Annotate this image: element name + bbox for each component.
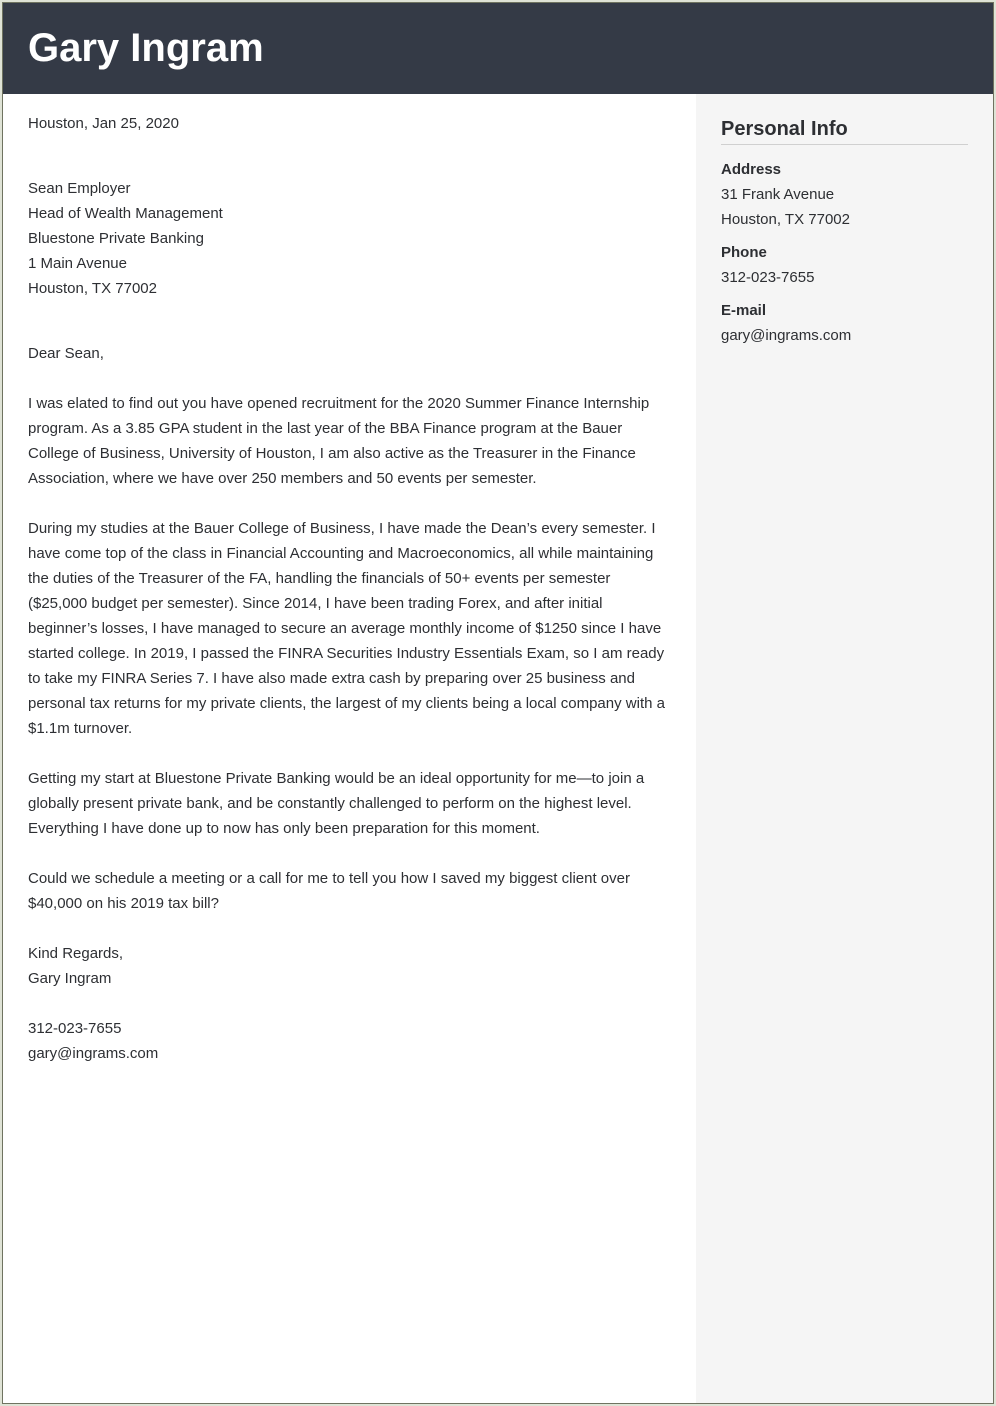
email-label: E-mail <box>721 302 767 319</box>
recipient-company: Bluestone Private Banking <box>28 230 204 247</box>
recipient-city: Houston, TX 77002 <box>28 280 157 297</box>
address-line-2: Houston, TX 77002 <box>721 211 850 228</box>
paragraph-motivation: Getting my start at Bluestone Private Banking would be an ideal opportunity for me—to join a globally present private bank, and be constantly challenged to perform on the highest level. Everything I have done up to now has only been preparation for this moment. <box>28 770 645 837</box>
recipient-block <box>28 176 673 301</box>
paragraph-call-to-action: Could we schedule a meeting or a call for me to tell you how I saved my biggest client over $40,000 on his 2019 tax bill? <box>28 870 630 912</box>
address-line-1: 31 Frank Avenue <box>721 186 835 203</box>
closing-phrase: Kind Regards, <box>28 945 124 962</box>
personal-info-section <box>721 114 968 348</box>
recipient-name: Sean Employer <box>28 180 131 197</box>
footer-contact <box>28 1016 673 1066</box>
header-bar <box>3 3 993 94</box>
address-label: Address <box>721 161 782 178</box>
personal-info-title: Personal Info <box>721 114 968 145</box>
sidebar <box>696 94 993 1403</box>
paragraph-intro: I was elated to find out you have opened recruitment for the 2020 Summer Finance Internship program. As a 3.85 GPA student in the last year of the BBA Finance program at the Bauer College of Business, University of Houston, I am also active as the Treasurer in the Finance Association, where we have over 250 members and 50 events per semester. <box>28 395 650 487</box>
paragraph-achievements: During my studies at the Bauer College of Business, I have made the Dean’s every semester. I have come top of the class in Financial Accounting and Macroeconomics, all while maintaining the duties of the Treasurer of the FA, handling the financials of 50+ events per semester ($25,000 budget per semester). Since 2014, I have been trading Forex, and after initial beginner’s losses, I have managed to secure an average monthly income of $1250 since I have started college. In 2019, I passed the FINRA Securities Industry Essentials Exam, so I am ready to take my FINRA Series 7. I have also made extra cash by preparing over 25 business and personal tax returns for my private clients, the largest of my clients being a local company with a $1.1m turnover. <box>28 520 665 737</box>
email-value: gary@ingrams.com <box>721 327 852 344</box>
salutation: Dear Sean, <box>28 345 104 362</box>
footer-email: gary@ingrams.com <box>28 1045 159 1062</box>
closing-block <box>28 941 673 991</box>
recipient-title: Head of Wealth Management <box>28 205 223 222</box>
phone-label: Phone <box>721 244 767 261</box>
applicant-name: Gary Ingram <box>28 26 264 70</box>
letter-date: Houston, Jan 25, 2020 <box>28 115 179 132</box>
resume-page <box>2 2 994 1404</box>
footer-phone: 312-023-7655 <box>28 1020 122 1037</box>
signature-name: Gary Ingram <box>28 970 112 987</box>
phone-value: 312-023-7655 <box>721 269 815 286</box>
recipient-street: 1 Main Avenue <box>28 255 127 272</box>
letter-body <box>28 111 673 1066</box>
